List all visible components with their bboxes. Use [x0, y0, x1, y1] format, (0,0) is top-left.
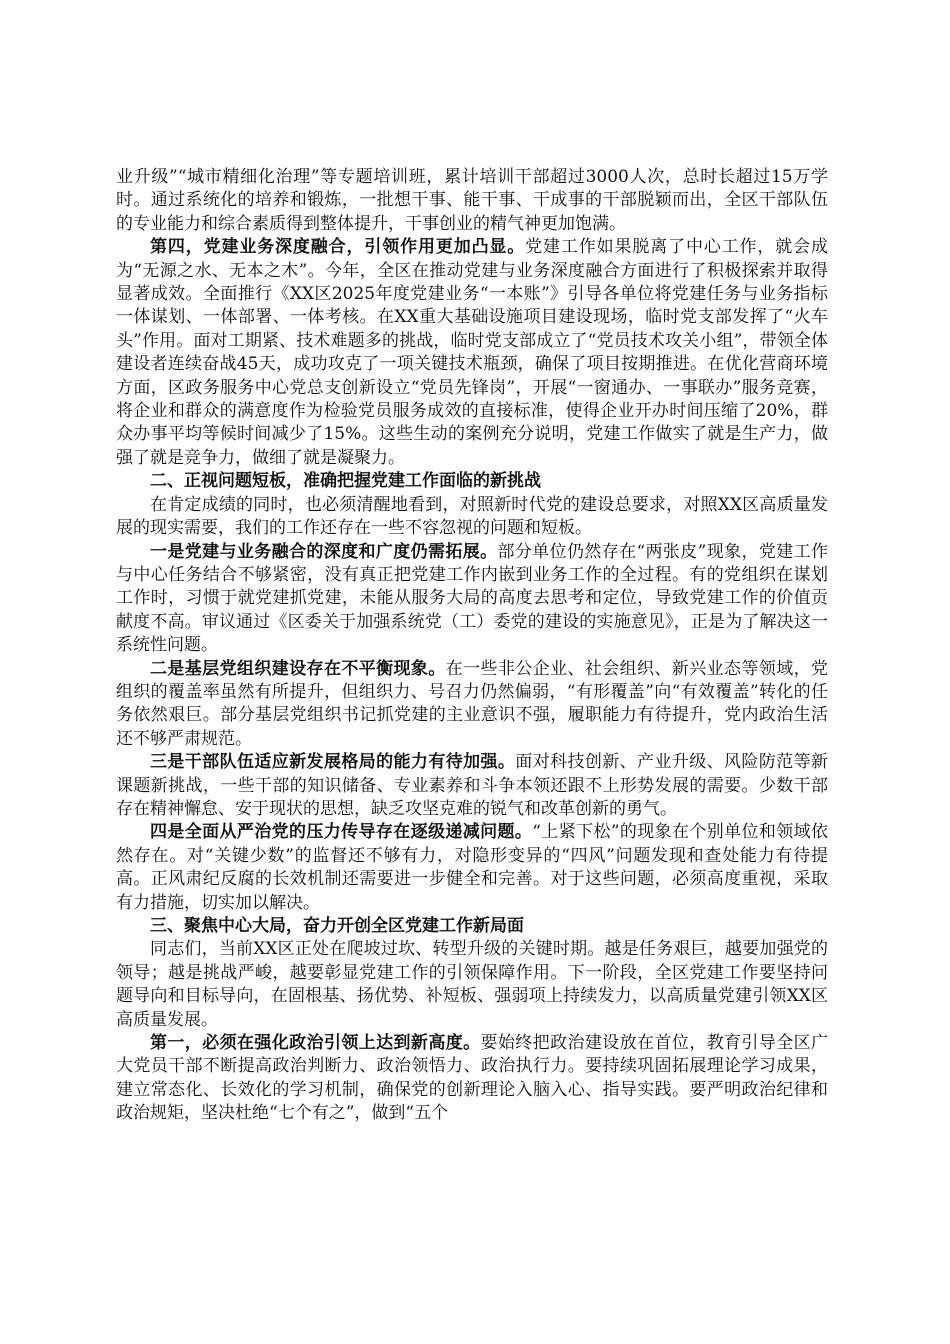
paragraph-section-three-intro — [116, 938, 828, 1032]
paragraph-lead: 三是干部队伍适应新发展格局的能力有待加强。 — [150, 752, 516, 773]
paragraph-section-two-intro — [116, 494, 828, 541]
paragraph-text: 要始终把政治建设放在首位，教育引导全区广大党员干部不断提高政治判断力、政治领悟力、政治执行力。要持续巩固拓展理论学习成果，建立常态化、长效化的学习机制，确保党的创新理论入脑入心、指导实践。要严明政治纪律和政治规矩，坚决杜绝“七个有之”，做到“五个 — [116, 1033, 828, 1124]
section-heading-two: 二、正视问题短板，准确把握党建工作面临的新挑战 — [150, 471, 541, 492]
paragraph-point-four-integration — [116, 236, 828, 470]
paragraph-problem-one — [116, 541, 828, 658]
paragraph-lead: 一是党建与业务融合的深度和广度仍需拓展。 — [150, 541, 498, 562]
paragraph-problem-two — [116, 658, 828, 752]
paragraph-lead: 四是全面从严治党的压力传导存在逐级递减问题。 — [150, 822, 533, 843]
paragraph-text: 党建工作如果脱离了中心工作，就会成为“无源之水、无本之木”。今年，全区在推动党建与业务深度融合方面进行了积极探索并取得显著成效。全面推行《XX区2025年度党建业务“一本账”》引导各单位将党建任务与业务指标一体谋划、一体部署、一体考核。在XX重大基础设施项目建设现场，临时党支部发挥了“火车头”作用。面对工期紧、技术难题多的挑战，临时党支部成立了“党员技术攻关小组”，带领全体建设者连续奋战45天，成功攻克了一项关键技术瓶颈，确保了项目按期推进。在优化营商环境方面，区政务服务中心党总支创新设立“党员先锋岗”，开展“一窗通办、一事联办”服务竞赛，将企业和群众的满意度作为检验党员服务成效的直接标准，使得企业开办时间压缩了20%，群众办事平均等候时间减少了15%。这些生动的案例充分说明，党建工作做实了就是生产力，做强了就是竞争力，做细了就是凝聚力。 — [116, 237, 829, 468]
paragraph-problem-three — [116, 751, 828, 821]
paragraph-text: 在肯定成绩的同时，也必须清醒地看到，对照新时代党的建设总要求，对照XX区高质量发展的现实需要，我们的工作还存在一些不容忽视的问题和短板。 — [116, 494, 828, 539]
paragraph-training-summary — [116, 166, 828, 236]
paragraph-text: 面对科技创新、产业升级、风险防范等新课题新挑战，一些干部的知识储备、专业素养和斗争本领还跟不上形势发展的需要。少数干部存在精神懈怠、安于现状的思想，缺乏攻坚克难的锐气和改革创新的勇气。 — [116, 752, 829, 819]
paragraph-lead: 二是基层党组织建设存在不平衡现象。 — [150, 658, 446, 679]
paragraph-task-one — [116, 1032, 828, 1126]
paragraph-lead: 第四，党建业务深度融合，引领作用更加凸显。 — [150, 237, 526, 258]
paragraph-problem-four — [116, 821, 828, 915]
paragraph-text: “上紧下松”的现象在个别单位和领域依然存在。对“关键少数”的监督还不够有力，对隐形变异的“四风”问题发现和查处能力有待提高。正风肃纪反腐的长效机制还需要进一步健全和完善。对于这些问题，必须高度重视，采取有力措施，切实加以解决。 — [116, 822, 828, 913]
paragraph-lead: 第一，必须在强化政治引领上达到新高度。 — [150, 1033, 481, 1054]
paragraph-text: 业升级”“城市精细化治理”等专题培训班，累计培训干部超过3000人次，总时长超过15万学时。通过系统化的培养和锻炼，一批想干事、能干事、干成事的干部脱颖而出，全区干部队伍的专业能力和综合素质得到整体提升，干事创业的精气神更加饱满。 — [116, 167, 828, 234]
section-heading-three: 三、聚焦中心大局，奋力开创全区党建工作新局面 — [150, 916, 524, 936]
paragraph-text: 在一些非公企业、社会组织、新兴业态等领域，党组织的覆盖率虽然有所提升，但组织力、号召力仍然偏弱，“有形覆盖”向“有效覆盖”转化的任务依然艰巨。部分基层党组织书记抓党建的主业意识不强，履职能力有待提升，党内政治生活还不够严肃规范。 — [116, 658, 829, 749]
document-body — [116, 166, 828, 1126]
paragraph-text: 同志们，当前XX区正处在爬坡过坎、转型升级的关键时期。越是任务艰巨，越要加强党的领导；越是挑战严峻，越要彰显党建工作的引领保障作用。下一阶段，全区党建工作要坚持问题导向和目标导向，在固根基、扬优势、补短板、强弱项上持续发力，以高质量党建引领XX区高质量发展。 — [116, 939, 828, 1030]
paragraph-text: 部分单位仍然存在“两张皮”现象，党建工作与中心任务结合不够紧密，没有真正把党建工作内嵌到业务工作的全过程。有的党组织在谋划工作时，习惯于就党建抓党建，未能从服务大局的高度去思考和定位，导致党建工作的价值贡献度不高。审议通过《区委关于加强系统党（工）委党的建设的实施意见》，正是为了解决这一系统性问题。 — [116, 541, 828, 656]
